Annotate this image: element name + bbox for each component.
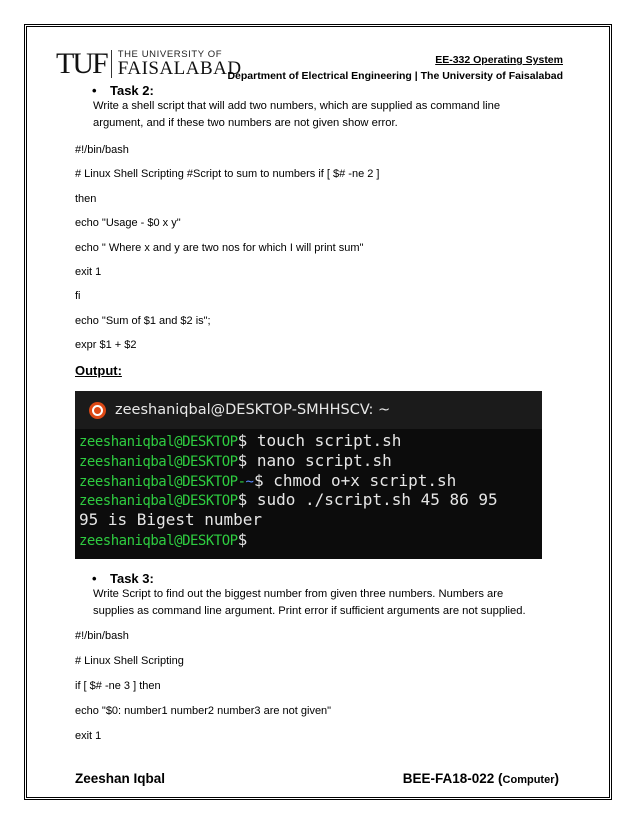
code-line: # Linux Shell Scripting #Script to sum to numbers if [ $# -ne 2 ]	[75, 168, 380, 180]
course-title: EE-332 Operating System	[435, 54, 563, 66]
code-line: expr $1 + $2	[75, 339, 137, 351]
page-header	[227, 52, 563, 84]
terminal-line: zeeshaniqbal@DESKTOP$ sudo ./script.sh 45 86 95	[79, 490, 498, 510]
terminal-line: zeeshaniqbal@DESKTOP$	[79, 529, 248, 549]
code-line: echo "Usage - $0 x y"	[75, 217, 181, 229]
terminal-line: zeeshaniqbal@DESKTOP-~$ chmod o+x script.sh	[79, 470, 457, 490]
footer-author: Zeeshan Iqbal	[75, 771, 166, 786]
terminal-line: zeeshaniqbal@DESKTOP$ nano script.sh	[79, 450, 392, 470]
code-line: fi	[75, 290, 81, 302]
code-line: echo " Where x and y are two nos for which I will print sum"	[75, 242, 364, 254]
logo-divider	[111, 50, 112, 78]
terminal-line: 95 is Bigest number	[79, 510, 263, 530]
bullet-icon: •	[92, 571, 97, 586]
terminal-screenshot	[75, 391, 542, 559]
code-line: echo "Sum of $1 and $2 is";	[75, 315, 211, 327]
code-line: # Linux Shell Scripting	[75, 655, 184, 667]
output-heading: Output:	[75, 363, 122, 378]
terminal-line: zeeshaniqbal@DESKTOP$ touch script.sh	[79, 431, 402, 450]
ubuntu-icon	[89, 402, 106, 419]
code-line: then	[75, 193, 97, 205]
task2-heading: • Task 2:	[92, 83, 154, 98]
task3-heading: • Task 3:	[92, 571, 154, 586]
terminal-title: zeeshaniqbal@DESKTOP-SMHHSCV: ~	[115, 402, 391, 418]
logo-big-text: FAISALABAD	[117, 58, 242, 80]
task2-description: Write a shell script that will add two numbers, which are supplied as command line argument, and if these two numbers are not given show error.	[93, 100, 501, 129]
code-line: #!/bin/bash	[75, 630, 129, 642]
task3-description: Write Script to find out the biggest number from given three numbers. Numbers are supplies as command line argument. Print error if sufficient arguments are not supplied.	[93, 588, 526, 617]
code-line: #!/bin/bash	[75, 144, 129, 156]
logo-small-text: THE UNIVERSITY OF	[117, 48, 223, 60]
terminal-titlebar	[75, 391, 542, 429]
logo-mark: TUF	[56, 47, 107, 80]
department-line: Department of Electrical Engineering | The University of Faisalabad	[227, 70, 563, 82]
bullet-icon: •	[92, 83, 97, 98]
code-line: exit 1	[75, 266, 102, 278]
terminal-body	[75, 429, 542, 550]
university-logo	[56, 49, 242, 79]
code-line: if [ $# -ne 3 ] then	[75, 680, 161, 692]
footer-student-id: BEE-FA18-022 (Computer)	[402, 771, 559, 786]
code-line: echo "$0: number1 number2 number3 are not given"	[75, 705, 332, 717]
code-line: exit 1	[75, 730, 102, 742]
